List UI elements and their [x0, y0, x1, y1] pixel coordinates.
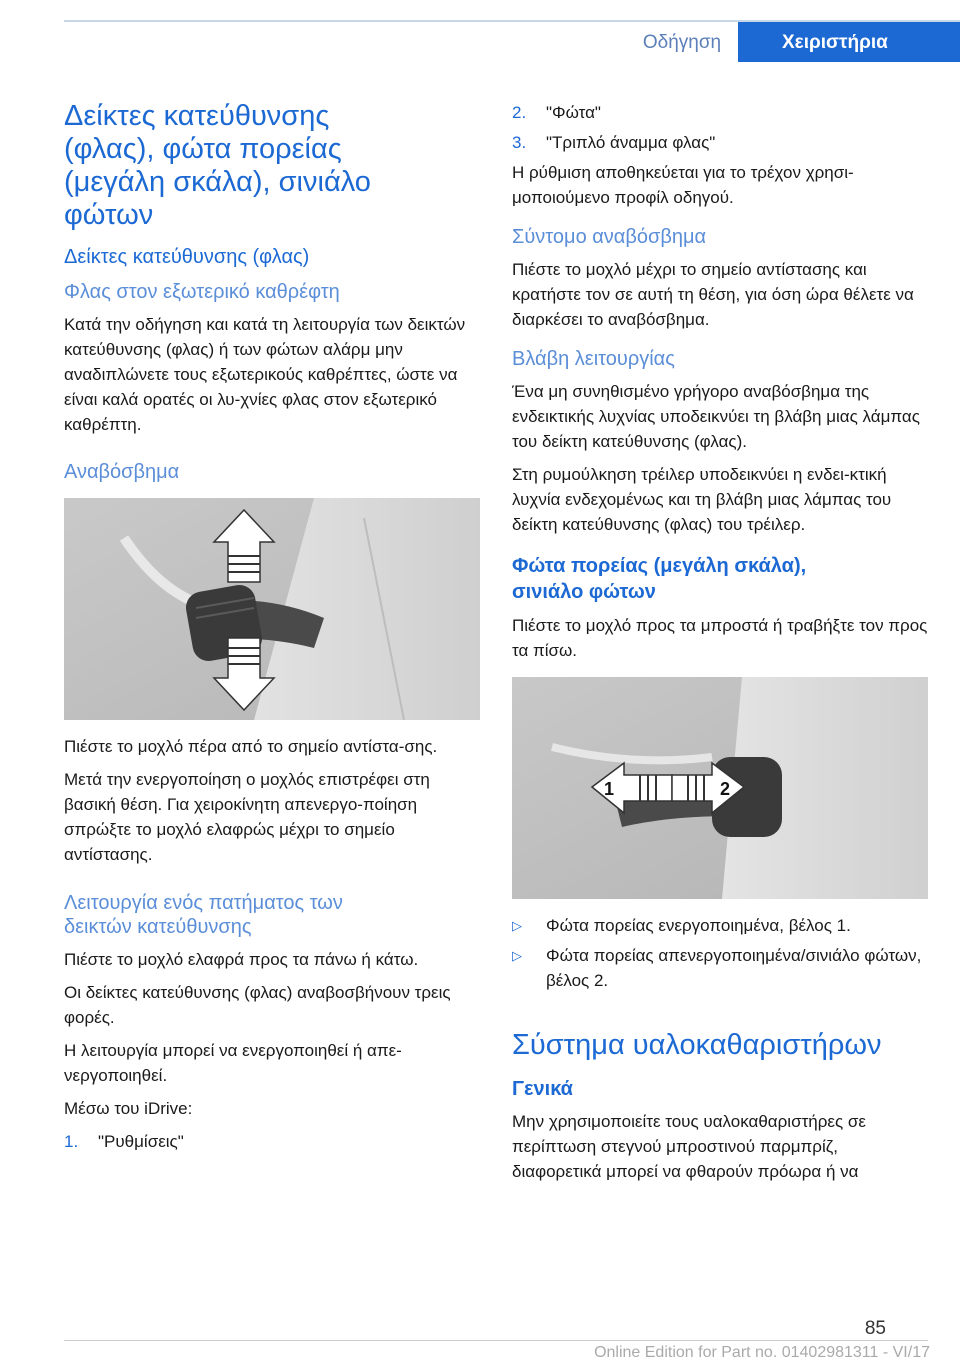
mirror-heading: Φλας στον εξωτερικό καθρέφτη: [64, 281, 340, 303]
right-column: [512, 100, 930, 1192]
footer-divider: [64, 1340, 928, 1341]
flash-text-2: Μετά την ενεργοποίηση ο μοχλός επιστρέφει στη βασική θέση. Για χειροκίνητη απενεργο-ποίηση σπρώξτε το μοχλό ελαφρώς μέχρι το σημείο αντίστασης.: [64, 770, 430, 864]
general-heading: Γενικά: [512, 1078, 573, 1100]
figure-label-1: 1: [604, 779, 615, 799]
single-touch-text-1: Πιέστε το μοχλό ελαφρά προς τα πάνω ή κάτω.: [64, 950, 419, 969]
chapter-tab: Χειριστήρια: [738, 22, 960, 62]
flash-text-1: Πιέστε το μοχλό πέρα από το σημείο αντίστα-σης.: [64, 737, 438, 756]
profile-text: Η ρύθμιση αποθηκεύεται για το τρέχον χρησι-μοποιούμενο προφίλ οδηγού.: [512, 163, 854, 207]
single-touch-heading: Λειτουργία ενός πατήματος των δεικτών κατεύθυνσης: [64, 892, 343, 938]
page-number: 85: [864, 1318, 886, 1339]
section-tab: Οδήγηση: [642, 32, 722, 53]
triangle-bullet-icon: ▷: [512, 948, 522, 963]
list-item: ▷ Φώτα πορείας απενεργοποιημένα/σινιάλο φώτων, βέλος 2.: [512, 943, 930, 993]
high-beam-text: Πιέστε το μοχλό προς τα μπροστά ή τραβήξτε τον προς τα πίσω.: [512, 616, 928, 660]
page-header: [64, 20, 960, 64]
brief-text: Πιέστε το μοχλό μέχρι το σημείο αντίστασης και κρατήστε τον σε αυτή τη θέση, για όση ώρα θέλετε να διαρκέσει το αναβόσβημα.: [512, 260, 914, 329]
edition-text: Online Edition for Part no. 01402981311 - VI/17: [594, 1344, 930, 1361]
figure-high-beam-lever: [512, 677, 928, 899]
general-text: Μην χρησιμοποιείτε τους υαλοκαθαριστήρες σε περίπτωση στεγνού μπροστινού παρμπρίζ, διαφορετικά μπορεί να φθαρούν πρόωρα ή να: [512, 1112, 866, 1181]
list-item: 2. "Φώτα": [512, 103, 601, 122]
idrive-text: Μέσω του iDrive:: [64, 1099, 193, 1118]
list-item: 1. "Ρυθμίσεις": [64, 1132, 184, 1151]
malfunction-heading: Βλάβη λειτουργίας: [512, 348, 675, 370]
wiper-heading: Σύστημα υαλοκαθαριστήρων: [512, 1029, 882, 1061]
triangle-bullet-icon: ▷: [512, 918, 522, 933]
list-item: ▷ Φώτα πορείας ενεργοποιημένα, βέλος 1.: [512, 913, 930, 938]
list-item: 3. "Τριπλό άναμμα φλας": [512, 133, 716, 152]
high-beam-heading: Φώτα πορείας (μεγάλη σκάλα), σινιάλο φώτων: [512, 555, 807, 603]
malfunction-text-1: Ένα μη συνηθισμένο γρήγορο αναβόσβημα της ενδεικτικής λυχνίας υποδεικνύει τη βλάβη μιας λάμπας του δείκτη κατεύθυνσης (φλας).: [512, 382, 920, 451]
single-touch-text-2: Οι δείκτες κατεύθυνσης (φλας) αναβοσβήνουν τρεις φορές.: [64, 983, 451, 1027]
brief-heading: Σύντομο αναβόσβημα: [512, 226, 707, 248]
left-column: [64, 100, 484, 1159]
malfunction-text-2: Στη ρυμούλκηση τρέιλερ υποδεικνύει η ενδει-κτική λυχνία ενδεχομένως και τη βλάβη μιας λάμπας του δείκτη κατεύθυνσης (φλας) του τρέιλερ.: [512, 465, 892, 534]
settings-list: [64, 1129, 484, 1154]
flash-heading: Αναβόσβημα: [64, 461, 180, 483]
settings-list-continued: [512, 100, 930, 155]
single-touch-text-3: Η λειτουργία μπορεί να ενεργοποιηθεί ή απε-νεργοποιηθεί.: [64, 1041, 402, 1085]
turn-signal-subheading: Δείκτες κατεύθυνσης (φλας): [64, 246, 310, 268]
mirror-text: Κατά την οδήγηση και κατά τη λειτουργία των δεικτών κατεύθυνσης (φλας) ή των φώτων αλάρμ μην αναδιπλώνετε τους εξωτερικούς καθρέπτες, ώστε να είναι καλά ορατές οι λυ-χνίες φλας στον εξωτερικό καθρέπτη.: [64, 315, 466, 434]
main-heading: Δείκτες κατεύθυνσης (φλας), φώτα πορείας (μεγάλη σκάλα), σινιάλο φώτων: [64, 100, 371, 231]
high-beam-bullets: [512, 913, 930, 993]
figure-label-2: 2: [720, 779, 731, 799]
figure-turn-signal-lever: [64, 498, 480, 720]
